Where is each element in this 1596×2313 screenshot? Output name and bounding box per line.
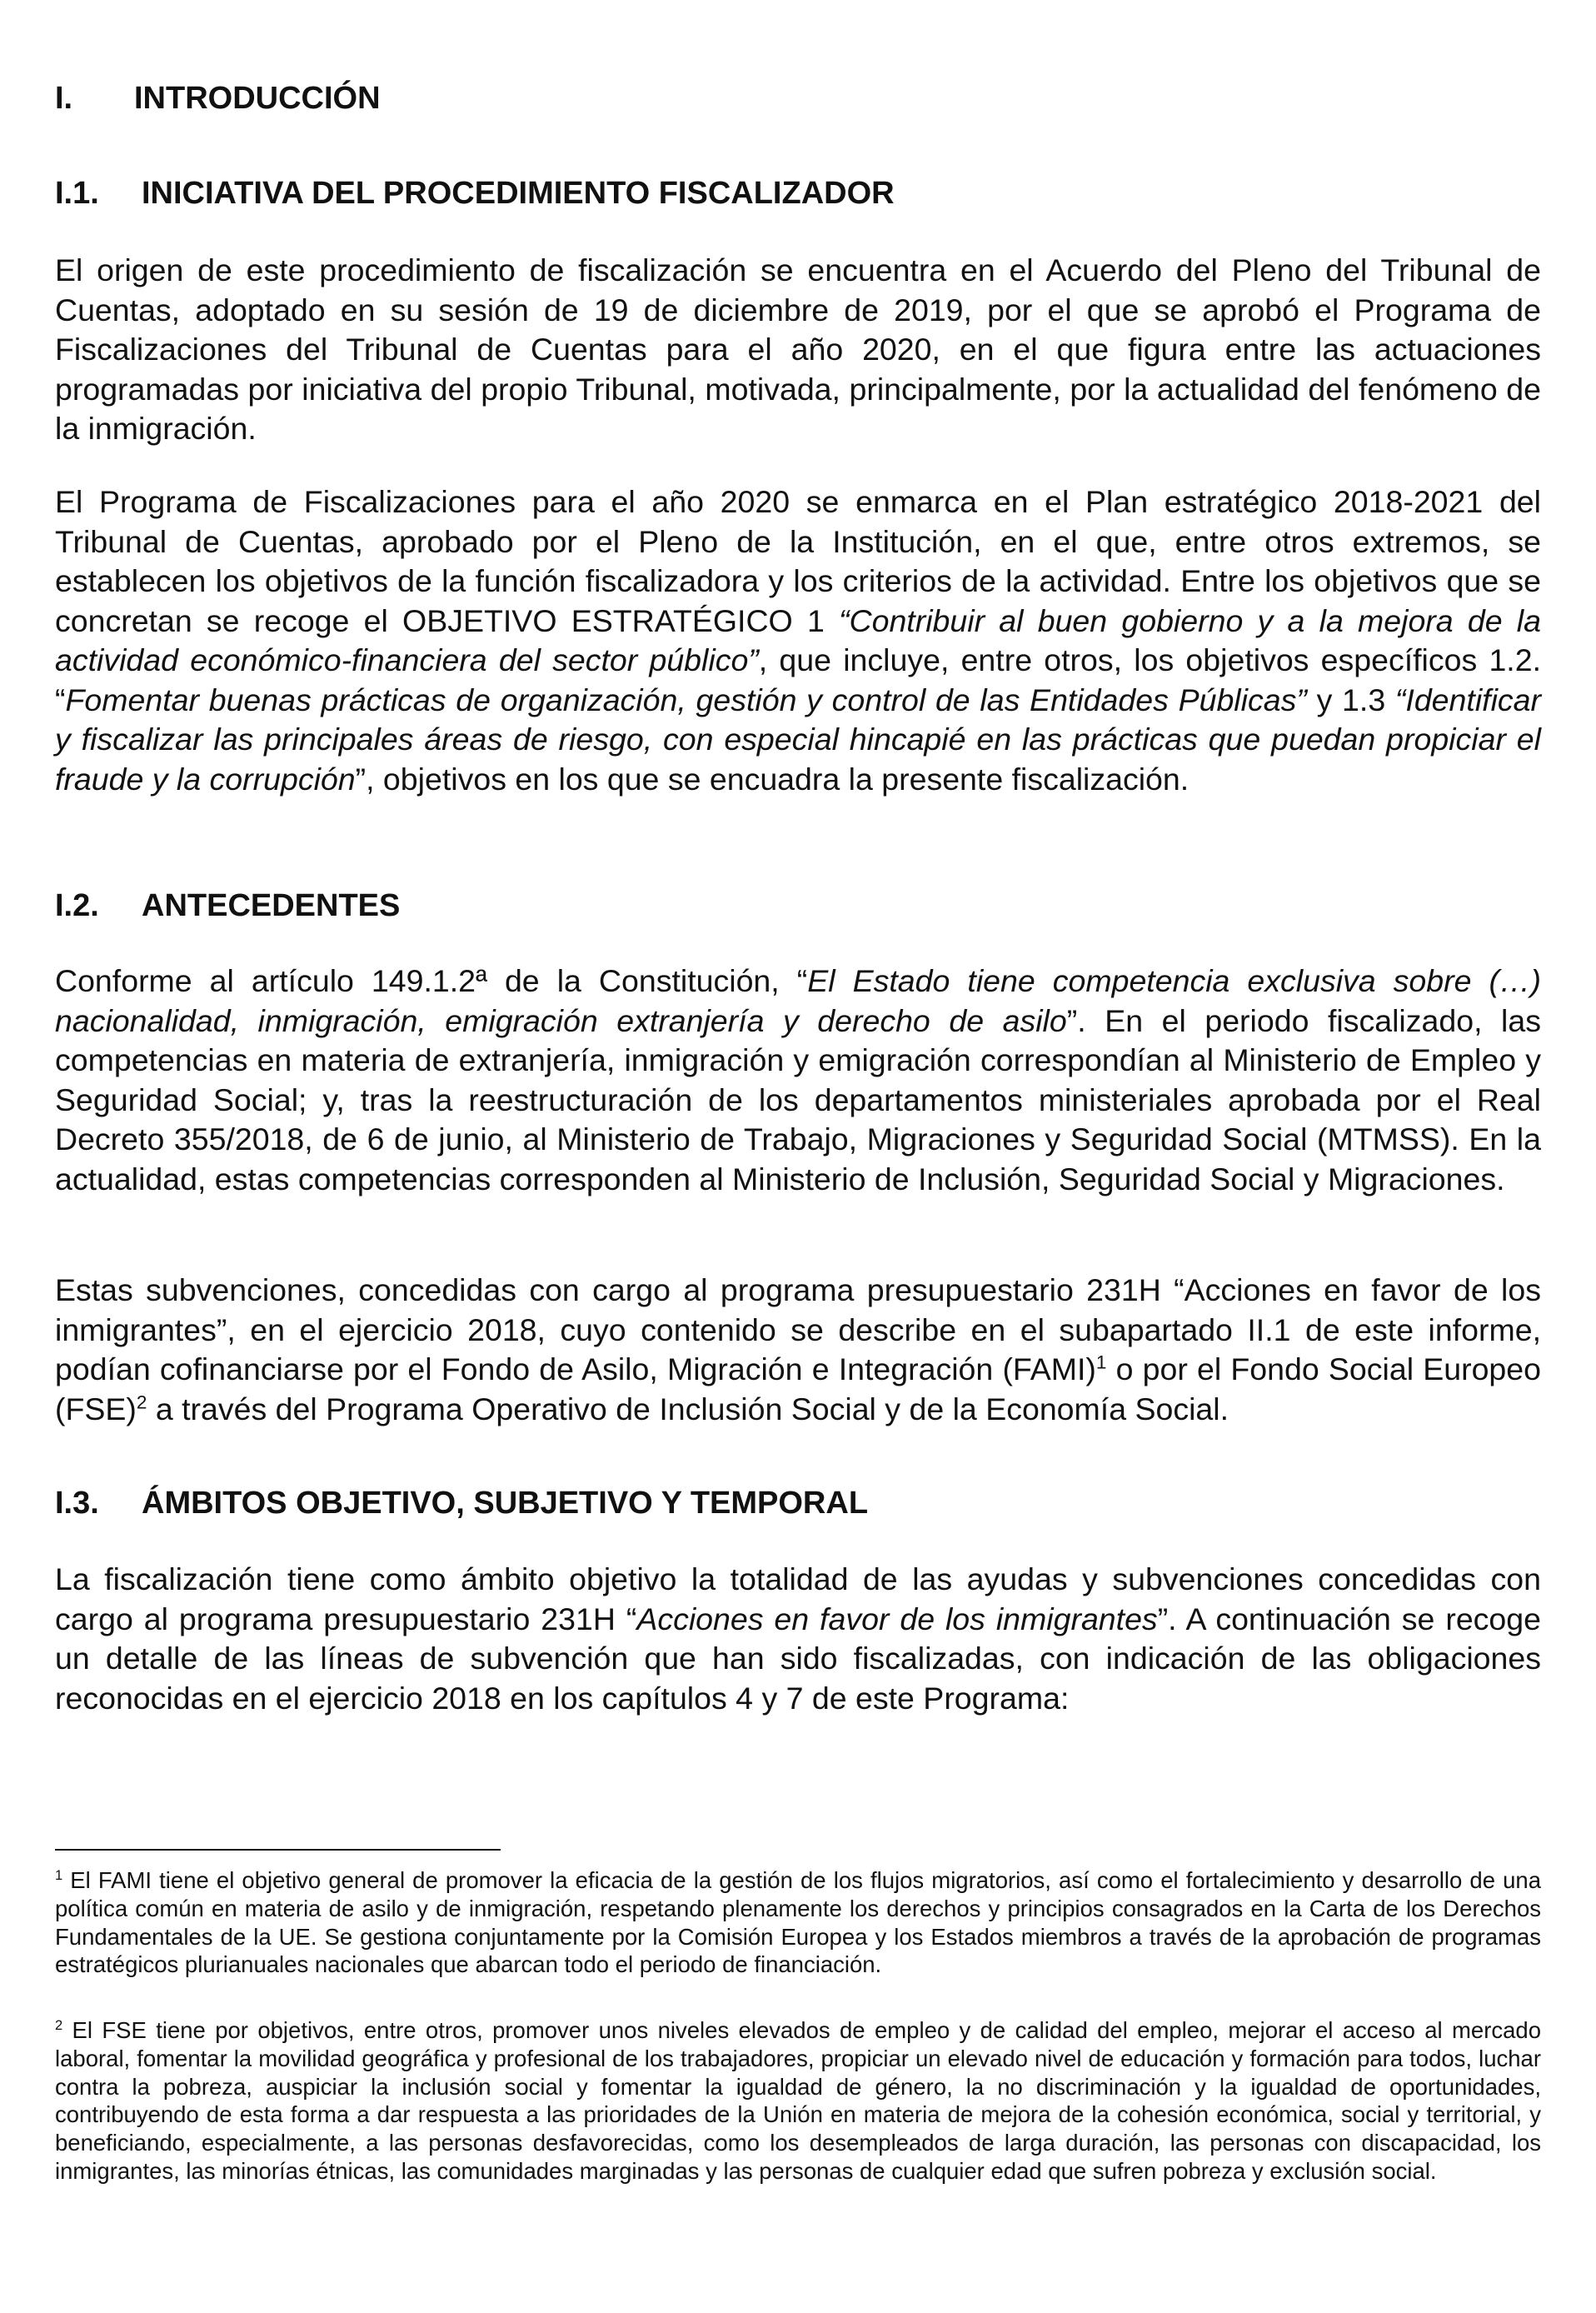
section-heading-introduccion — [55, 80, 381, 117]
footnote-mark: 1 — [55, 1867, 63, 1883]
footnote-ref-1[interactable]: 1 — [1095, 1351, 1107, 1373]
subsection-heading-3 — [55, 1485, 868, 1521]
text-run: El Programa de Fiscalizaciones para el año 2020 se enmarca en el Plan estratégico 2018-2021 del Tribunal de Cuentas, aprobado por el Pleno de la Institución, en el que, entre otros extremos, se establecen los objetivos de la función fiscalizadora y los criterios de la actividad. Entre los objetivos que se concretan se recoge el OBJETIVO ESTRATÉGICO 1 — [55, 484, 1541, 638]
text-run: , que incluye, entre otros, los objetivos específicos 1.2. “ — [55, 642, 1541, 717]
subsection-title: ÁMBITOS OBJETIVO, SUBJETIVO Y TEMPORAL — [142, 1486, 869, 1521]
footnote-text: El FAMI tiene el objetivo general de promover la eficacia de la gestión de los flujos migratorios, así como el fortalecimiento y desarrollo de una política común en materia de asilo y de inmigración, respetando plenamente los derechos y principios consagrados en la Carta de los Derechos Fundamentales de la UE. Se gestiona conjuntamente por la Comisión Europea y los Estados miembros a través de la aprobación de programas estratégicos plurianuales nacionales que abarcan todo el periodo de financiación. — [55, 1867, 1541, 1978]
text-run: Conforme al artículo 149.1.2ª de la Constitución, “ — [55, 963, 808, 998]
subsection-title: INICIATIVA DEL PROCEDIMIENTO FISCALIZADOR — [142, 176, 895, 211]
paragraph-origen: El origen de este procedimiento de fiscalización se encuentra en el Acuerdo del Pleno del Tribunal de Cuentas, adoptado en su sesión de 19 de diciembre de 2019, por el que se aprobó el Programa de Fiscalizaciones del Tribunal de Cuentas para el año 2020, en el que figura entre las actuaciones programadas por iniciativa del propio Tribunal, motivada, principalmente, por la actualidad del fenómeno de la inmigración. — [55, 252, 1541, 446]
footnote-mark: 2 — [55, 2017, 63, 2033]
text-run: o por el Fondo Social Europeo (FSE) — [55, 1351, 1541, 1426]
text-run: ”. En el periodo fiscalizado, las competencias en materia de extranjería, inmigración y emigración correspondían al Ministerio de Empleo y Seguridad Social; y, tras la reestructuración de los departamentos ministeriales aprobada por el Real Decreto 355/2018, de 6 de junio, al Ministerio de Trabajo, Migraciones y Seguridad Social (MTMSS). En la actualidad, estas competencias corresponden al Ministerio de Inclusión, Seguridad Social y Migraciones. — [55, 1002, 1541, 1196]
subsection-heading-2 — [55, 887, 400, 924]
text-run: ”, objetivos en los que se encuadra la presente fiscalización. — [355, 761, 1190, 797]
subsection-number: I.2. — [55, 888, 99, 923]
footnote-ref-2[interactable]: 2 — [136, 1391, 147, 1412]
footnote-1 — [55, 1866, 1541, 1979]
subsection-number: I.1. — [55, 176, 99, 211]
paragraph-programa-fiscalizaciones — [55, 482, 1541, 799]
paragraph-constitucion — [55, 962, 1541, 1199]
footnote-2 — [55, 2016, 1541, 2186]
section-number: I. — [55, 81, 73, 116]
text-run: a través del Programa Operativo de Inclusión Social y de la Economía Social. — [147, 1391, 1229, 1426]
document-page — [55, 0, 1541, 2313]
subsection-number: I.3. — [55, 1486, 99, 1521]
text-run: Estas subvenciones, concedidas con cargo al programa presupuestario 231H “Acciones en favor de los inmigrantes”, en el ejercicio 2018, cuyo contenido se describe en el subapartado II.1 de este informe, podían cofinanciarse por el Fondo de Asilo, Migración e Integración (FAMI) — [55, 1272, 1541, 1386]
footnote-text: El FSE tiene por objetivos, entre otros, promover unos niveles elevados de empleo y de calidad del empleo, mejorar el acceso al mercado laboral, fomentar la movilidad geográfica y profesional de los trabajadores, propiciar un elevado nivel de educación y formación para todos, luchar contra la pobreza, auspiciar la inclusión social y fomentar la igualdad de género, la no discriminación y la igualdad de oportunidades, contribuyendo de esta forma a dar respuesta a las prioridades de la Unión en materia de mejora de la cohesión económica, social y territorial, y beneficiando, especialmente, a las personas desfavorecidas, como los desempleados de larga duración, las personas con discapacidad, los inmigrantes, las minorías étnicas, las comunidades marginadas y las personas de cualquier edad que sufren pobreza y exclusión social. — [55, 2017, 1541, 2184]
section-title: INTRODUCCIÓN — [134, 81, 381, 116]
footnote-separator — [55, 1849, 501, 1851]
text-run: La fiscalización tiene como ámbito objetivo la totalidad de las ayudas y subvenciones concedidas con cargo al programa presupuestario 231H “ — [55, 1561, 1541, 1636]
italic-run: “Contribuir al buen gobierno y a la mejora de la actividad económico-financiera del sector público” — [55, 602, 1541, 677]
subsection-heading-1 — [55, 175, 895, 212]
italic-run: Fomentar buenas prácticas de organización, gestión y control de las Entidades Públicas” — [65, 682, 1307, 717]
paragraph-subvenciones — [55, 1271, 1541, 1429]
italic-run: Acciones en favor de los inmigrantes — [636, 1601, 1158, 1636]
italic-run: “Identificar y fiscalizar las principales áreas de riesgo, con especial hincapié en las prácticas que puedan propiciar el fraude y la corrupción — [55, 682, 1541, 797]
italic-run: El Estado tiene competencia exclusiva sobre (…) nacionalidad, inmigración, emigración extranjería y derecho de asilo — [55, 963, 1541, 1038]
paragraph-ambito-objetivo — [55, 1560, 1541, 1718]
text-run: ”. A continuación se recoge un detalle de las líneas de subvención que han sido fiscalizadas, con indicación de las obligaciones reconocidas en el ejercicio 2018 en los capítulos 4 y 7 de este Programa: — [55, 1601, 1542, 1716]
text-run: y 1.3 — [1306, 682, 1395, 717]
subsection-title: ANTECEDENTES — [142, 888, 401, 923]
